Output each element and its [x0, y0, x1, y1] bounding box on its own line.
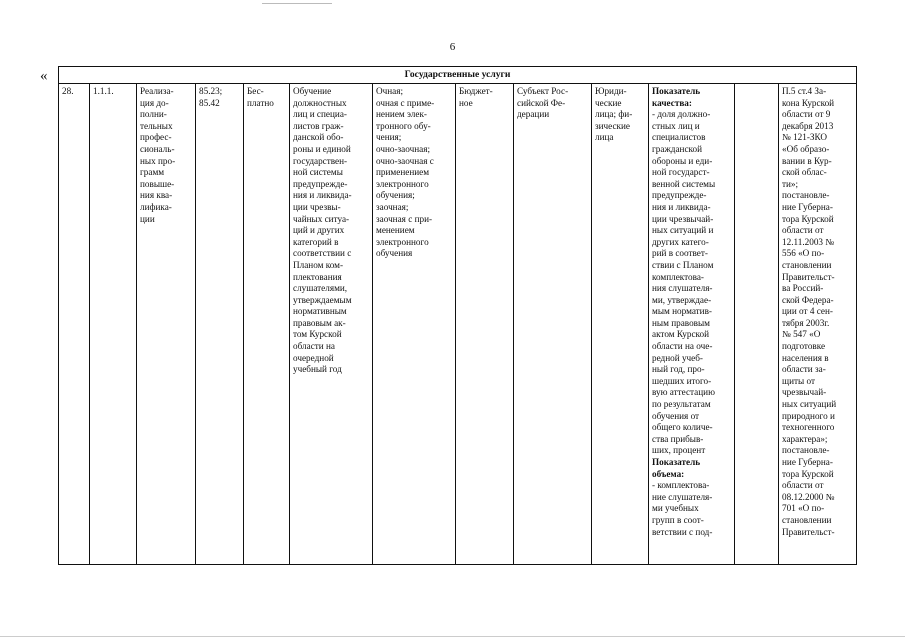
funding-type: Бюджет- ное	[456, 84, 514, 565]
scan-artifact-bottom	[0, 636, 905, 637]
service-form: Очная; очная с приме- нением элек- тронного обу- чения; очно-заочная; очно-заочная с применением электронного обучения; заочная; заочная с при- менением электронного обучения	[373, 84, 456, 565]
page-number: 6	[449, 41, 456, 53]
quality-indicator-text: - доля должно- стных лиц и специалистов гражданской обороны и еди- ной государст- венной системы предупрежде- ния и ликвида- ции чрезвычай- ных ситуаций и других катего- рий в соответ- ствии с Планом комплектова- ния слушателя- ми, утверждае- мым норматив- ным правовым актом Курской области на оче- редной учеб- ный год, про- шедших итого- вую аттестацию по результатам обучения от общего количе- ства прибыв- ших, процент	[652, 109, 716, 456]
payment-type: Бес- платно	[244, 84, 290, 565]
service-name: Реализа- ция до- полни- тельных профес- сиональ- ных про- грамм повыше- ния ква- лифика- ции	[137, 84, 196, 565]
table-row	[59, 84, 857, 565]
consumer-category: Юриди- ческие лица; фи- зические лица	[592, 84, 649, 565]
subject-level: Субъект Рос- сийской Фе- дерации	[514, 84, 592, 565]
volume-indicator-text: - комплектова- ние слушателя- ми учебных групп в соот- ветствии с под-	[652, 480, 713, 537]
row-number: 28.	[59, 84, 90, 565]
services-table	[58, 66, 857, 565]
empty-cell	[735, 84, 779, 565]
quality-indicator-title: Показатель качества:	[652, 86, 701, 108]
scan-artifact-top	[262, 3, 332, 4]
row-code: 1.1.1.	[90, 84, 137, 565]
section-title: Государственные услуги	[59, 67, 857, 84]
volume-indicator-title: Показатель объема:	[652, 457, 701, 479]
service-content: Обучение должностных лиц и специа- листов граж- данской обо- роны и единой государствен- ной системы предупрежде- ния и ликвида- ции чрезвы- чайных ситуа- ций и других категорий в соответствии с Планом ком- плектования слушателями, утверждаемым нормативным правовым ак- том Курской области на очередной учебный год	[290, 84, 373, 565]
okved-codes: 85.23; 85.42	[196, 84, 244, 565]
opening-quote: «	[40, 68, 48, 84]
section-header-row	[59, 67, 857, 84]
indicators	[649, 84, 735, 565]
legal-basis: П.5 ст.4 За- кона Курской области от 9 декабря 2013 № 121-ЗКО «Об образо- вании в Кур- ской облас- ти»; постановле- ние Губерна- тора Курской области от 12.11.2003 № 556 «О по- становлении Правительст- ва Россий- ской Федера- ции от 4 сен- тября 2003г. № 547 «О подготовке населения в области за- щиты от чрезвычай- ных ситуаций природного и техногенного характера»; постановле- ние Губерна- тора Курской области от 08.12.2000 № 701 «О по- становлении Правительст-	[779, 84, 857, 565]
